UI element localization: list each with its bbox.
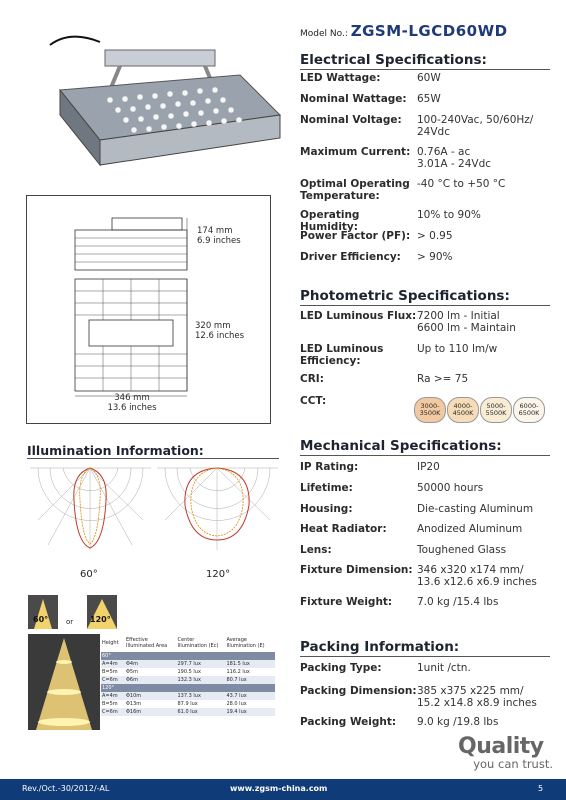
electrical-row-value: 65W	[417, 93, 441, 105]
dimension-drawing	[26, 195, 271, 424]
or-label: or	[66, 618, 74, 626]
electrical-row-value: -40 °C to +50 °C	[417, 178, 506, 190]
electrical-row-label: Maximum Current:	[300, 146, 411, 158]
illumination-table: Height Effective Illuminated Area Center Illumination (Ec) Average Illumination (E) 60° A=4m Φ4m 297.7 lux 181.5 lux B=5m Φ5m 190.5 lux 116.2 lux C=6m Φ6m 132.3 lux 80.7 lux 120° A=4m Φ10m 137.3 lux 43.7 lux B=5m Φ13m 87.9 lux 28.0 lux C=6m Φ16m 61.0 lux 19.4 lux	[101, 634, 275, 716]
model-value: ZGSM-LGCD60WD	[350, 22, 508, 40]
mechanical-row-label: Lifetime:	[300, 482, 353, 494]
revision-text: Rev./Oct.-30/2012/-AL	[22, 784, 110, 793]
product-photo	[30, 20, 290, 175]
mechanical-row-value: 346 x320 x174 mm/ 13.6 x12.6 x6.9 inches	[417, 564, 537, 588]
mechanical-row-value: 50000 hours	[417, 482, 484, 494]
mechanical-row-label: Lens:	[300, 544, 332, 556]
mechanical-row-label: Fixture Dimension:	[300, 564, 413, 576]
mechanical-row-label: Fixture Weight:	[300, 596, 393, 608]
electrical-row-label: Nominal Wattage:	[300, 93, 407, 105]
electrical-row-value: > 90%	[417, 251, 453, 263]
angle-label-120: 120°	[206, 569, 231, 580]
electrical-row-label: Optimal Operating Temperature:	[300, 178, 410, 202]
packing-row-value: 385 x375 x225 mm/ 15.2 x14.8 x8.9 inches	[417, 685, 537, 709]
electrical-row-label: Power Factor (PF):	[300, 230, 411, 242]
mechanical-row-label: Heat Radiator:	[300, 523, 387, 535]
photometric-row-value: Ra >= 75	[417, 373, 469, 385]
electrical-row-label: Nominal Voltage:	[300, 114, 402, 126]
photometric-row-label: LED Luminous Efficiency:	[300, 343, 384, 367]
photometric-row-label: CCT:	[300, 395, 327, 407]
footer-bar	[0, 779, 566, 800]
website-link[interactable]: www.zgsm-china.com	[230, 784, 328, 793]
angle-label-60: 60°	[80, 569, 98, 580]
polar-chart-60	[28, 460, 153, 565]
polar-chart-120	[155, 460, 280, 565]
packing-row-label: Packing Weight:	[300, 716, 397, 728]
photometric-row-value: 7200 lm - Initial 6600 lm - Maintain	[417, 310, 516, 334]
mechanical-row-value: Die-casting Aluminum	[417, 503, 534, 515]
electrical-row-label: Operating Humidity:	[300, 209, 360, 233]
photometric-row-label: CRI:	[300, 373, 324, 385]
page-number: 5	[538, 784, 544, 793]
mechanical-row-value: IP20	[417, 461, 440, 473]
badge-120: 120°	[87, 595, 117, 629]
electrical-row-value: 100-240Vac, 50/60Hz/ 24Vdc	[417, 114, 534, 138]
mechanical-row-value: Toughened Glass	[417, 544, 507, 556]
mechanical-row-value: 7.0 kg /15.4 lbs	[417, 596, 499, 608]
quality-logo: Quality you can trust.	[458, 734, 553, 771]
mechanical-title: Mechanical Specifications:	[300, 438, 550, 456]
packing-row-value: 9.0 kg /19.8 lbs	[417, 716, 499, 728]
packing-row-value: 1unit /ctn.	[417, 662, 471, 674]
cct-badge: 5000- 5500K	[480, 397, 512, 423]
cct-badge: 4000- 4500K	[447, 397, 479, 423]
photometric-row-value: Up to 110 lm/w	[417, 343, 498, 355]
electrical-row-value: 10% to 90%	[417, 209, 481, 221]
height-dimension: 174 mm 6.9 inches	[197, 226, 241, 246]
model-number	[300, 22, 508, 40]
electrical-title: Electrical Specifications:	[300, 52, 550, 70]
light-cone	[28, 634, 100, 730]
electrical-row-value: > 0.95	[417, 230, 453, 242]
packing-row-label: Packing Dimension:	[300, 685, 417, 697]
mechanical-row-label: IP Rating:	[300, 461, 359, 473]
depth-dimension: 320 mm 12.6 inches	[195, 321, 245, 341]
badge-60: 60°	[28, 595, 58, 629]
photometric-title: Photometric Specifications:	[300, 288, 550, 306]
width-dimension: 346 mm 13.6 inches	[107, 393, 157, 413]
packing-row-label: Packing Type:	[300, 662, 382, 674]
electrical-row-label: LED Wattage:	[300, 72, 381, 84]
packing-title: Packing Information:	[300, 639, 550, 657]
electrical-row-value: 60W	[417, 72, 441, 84]
cct-badge: 6000- 6500K	[513, 397, 545, 423]
cct-badge: 3000- 3500K	[414, 397, 446, 423]
illumination-title: Illumination Information:	[27, 443, 279, 459]
model-label: Model No.:	[300, 29, 348, 39]
mechanical-row-value: Anodized Aluminum	[417, 523, 523, 535]
electrical-row-label: Driver Efficiency:	[300, 251, 401, 263]
mechanical-row-label: Housing:	[300, 503, 353, 515]
photometric-row-label: LED Luminous Flux:	[300, 310, 417, 322]
electrical-row-value: 0.76A - ac 3.01A - 24Vdc	[417, 146, 492, 170]
